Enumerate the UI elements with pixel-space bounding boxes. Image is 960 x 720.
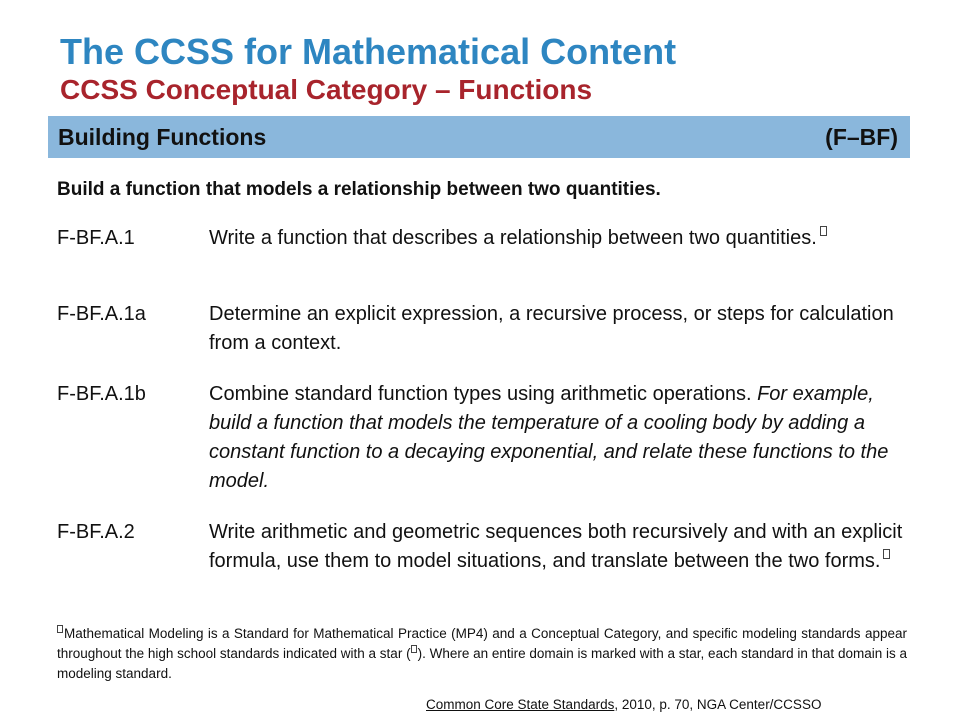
footnote-text-part1: Mathematical Modeling is a Standard for Mathematical Practice (MP4) and a Conceptual Category, and specific modeling standards appear throughout the high school standards indicated with a star (: [57, 626, 907, 661]
modeling-star-icon: [883, 549, 890, 559]
page-subtitle: CCSS Conceptual Category – Functions: [60, 74, 593, 105]
citation: [426, 696, 821, 714]
citation-details: , 2010, p. 70, NGA Center/CCSSO: [614, 697, 822, 712]
standard-code: F-BF.A.1: [57, 227, 135, 249]
cluster-heading: Build a function that models a relationship between two quantities.: [57, 179, 661, 200]
domain-code: (F–BF): [825, 124, 898, 150]
footnote-text-part2: ). Where an entire domain is marked with a star, each standard in that domain is a modeling standard.: [57, 646, 908, 681]
modeling-star-icon: [820, 226, 827, 236]
standard-text-block: [209, 518, 907, 576]
modeling-star-icon: [57, 625, 63, 633]
standard-text-block: [209, 300, 907, 358]
page-title: The CCSS for Mathematical Content: [60, 31, 677, 72]
standard-item: [57, 224, 907, 253]
domain-name: Building Functions: [58, 124, 267, 150]
standard-item: [57, 518, 907, 576]
modeling-footnote: [57, 624, 907, 684]
domain-header-bar: [48, 116, 910, 158]
standard-item: [57, 380, 907, 496]
standard-text: Combine standard function types using arithmetic operations.: [209, 383, 752, 405]
standard-example: For example, build a function that models the temperature of a cooling body by adding a constant function to a decaying exponential, and relate these functions to the model.: [209, 383, 889, 492]
standard-code: F-BF.A.1b: [57, 383, 146, 405]
standard-code: F-BF.A.1a: [57, 303, 146, 325]
standard-text-block: [209, 380, 907, 496]
modeling-star-icon: [411, 645, 417, 653]
standard-text: Determine an explicit expression, a recursive process, or steps for calculation from a context.: [209, 303, 894, 354]
standard-item: [57, 300, 907, 358]
standard-text: Write arithmetic and geometric sequences both recursively and with an explicit formula, use them to model situations, and translate between the two forms.: [209, 521, 903, 572]
standard-code: F-BF.A.2: [57, 521, 135, 543]
standard-text: Write a function that describes a relationship between two quantities.: [209, 227, 817, 249]
standard-text-block: [209, 224, 907, 253]
citation-link[interactable]: Common Core State Standards: [426, 697, 615, 712]
